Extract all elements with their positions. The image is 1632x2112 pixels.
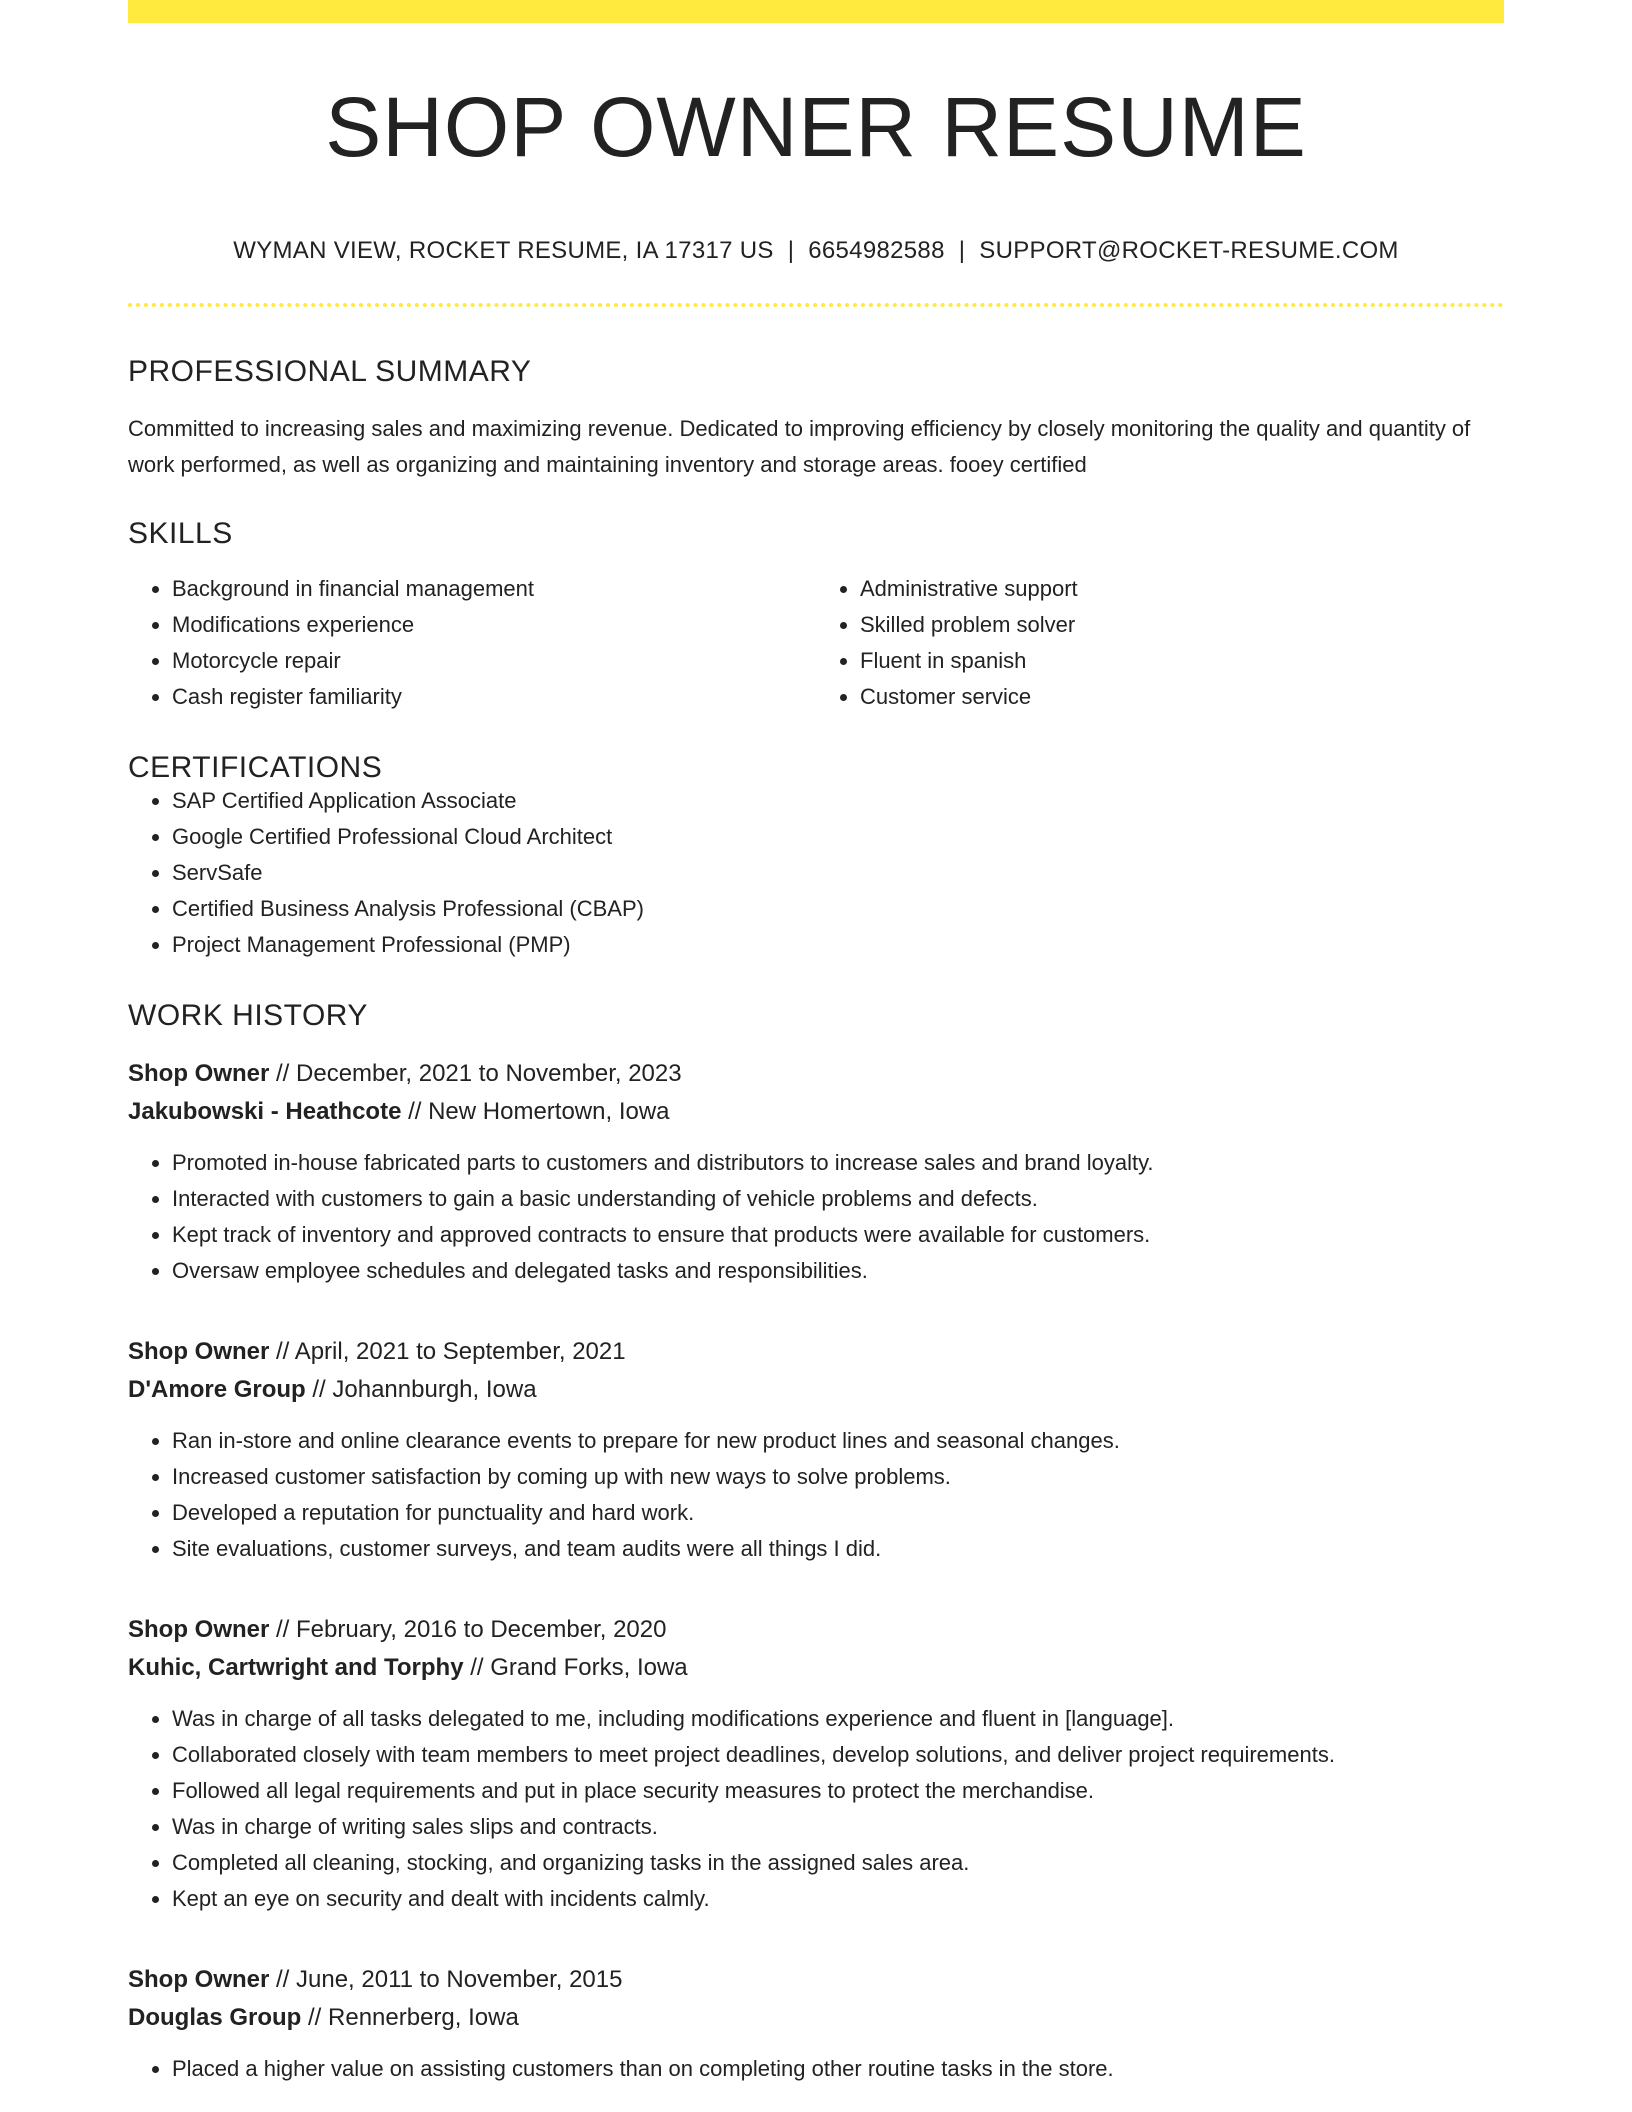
skill-item: • Motorcycle repair bbox=[172, 643, 816, 679]
skills-list-right bbox=[816, 571, 1504, 715]
job-dates: // April, 2021 to September, 2021 bbox=[269, 1338, 626, 1365]
job-company-line bbox=[128, 1093, 1504, 1131]
resume-page bbox=[128, 0, 1504, 2087]
skill-item: • Customer service bbox=[860, 679, 1504, 715]
job-duty: • Placed a higher value on assisting customers than on completing other routine tasks in the store. bbox=[172, 2051, 1504, 2087]
job-duty: • Promoted in-house fabricated parts to customers and distributors to increase sales and brand loyalty. bbox=[172, 1145, 1504, 1181]
job-title-line bbox=[128, 1611, 1504, 1649]
contact-line bbox=[128, 237, 1504, 265]
skills-heading: SKILLS bbox=[128, 517, 233, 550]
job-duty: • Collaborated closely with team members to meet project deadlines, develop solutions, and deliver project requirements. bbox=[172, 1737, 1504, 1773]
job-title: Shop Owner bbox=[128, 1616, 270, 1643]
job-company-line bbox=[128, 1371, 1504, 1409]
certification-item: • Google Certified Professional Cloud Architect bbox=[172, 819, 1504, 855]
skill-item: • Background in financial management bbox=[172, 571, 816, 607]
job-duty: • Ran in-store and online clearance events to prepare for new product lines and seasonal changes. bbox=[172, 1423, 1504, 1459]
job-duties-list bbox=[128, 1423, 1504, 1567]
job-duty: • Oversaw employee schedules and delegated tasks and responsibilities. bbox=[172, 1253, 1504, 1289]
job-title-line bbox=[128, 1333, 1504, 1371]
dotted-divider bbox=[128, 303, 1504, 307]
job-location: // Rennerberg, Iowa bbox=[301, 2004, 519, 2031]
skill-item: • Cash register familiarity bbox=[172, 679, 816, 715]
job-duty: • Was in charge of writing sales slips and contracts. bbox=[172, 1809, 1504, 1845]
skill-item: • Administrative support bbox=[860, 571, 1504, 607]
job-title: Shop Owner bbox=[128, 1060, 270, 1087]
job-duties-list bbox=[128, 1701, 1504, 1917]
job-duty: • Was in charge of all tasks delegated to me, including modifications experience and fluent in [language]. bbox=[172, 1701, 1504, 1737]
job-company-line bbox=[128, 1999, 1504, 2037]
job-duty: • Interacted with customers to gain a basic understanding of vehicle problems and defects. bbox=[172, 1181, 1504, 1217]
work-history-heading: WORK HISTORY bbox=[128, 999, 368, 1032]
resume-title: SHOP OWNER RESUME bbox=[325, 80, 1307, 174]
certifications-heading: CERTIFICATIONS bbox=[128, 751, 383, 784]
job-title-line bbox=[128, 1055, 1504, 1093]
contact-address: WYMAN VIEW, ROCKET RESUME, IA 17317 US bbox=[233, 237, 774, 264]
summary-heading: PROFESSIONAL SUMMARY bbox=[128, 355, 532, 388]
contact-phone[interactable]: 6654982588 bbox=[808, 237, 945, 264]
skill-item: • Skilled problem solver bbox=[860, 607, 1504, 643]
certification-item: • SAP Certified Application Associate bbox=[172, 783, 1504, 819]
job-location: // Grand Forks, Iowa bbox=[463, 1654, 688, 1681]
job-duty: • Kept track of inventory and approved contracts to ensure that products were available for customers. bbox=[172, 1217, 1504, 1253]
certification-item: • ServSafe bbox=[172, 855, 1504, 891]
job-title-line bbox=[128, 1961, 1504, 1999]
job-entry bbox=[128, 1961, 1504, 2087]
job-duties-list bbox=[128, 1145, 1504, 1289]
job-title: Shop Owner bbox=[128, 1338, 270, 1365]
job-duty: • Developed a reputation for punctuality and hard work. bbox=[172, 1495, 1504, 1531]
skill-item: • Modifications experience bbox=[172, 607, 816, 643]
certification-item: • Certified Business Analysis Professional (CBAP) bbox=[172, 891, 1504, 927]
job-duties-list bbox=[128, 2051, 1504, 2087]
job-company: Douglas Group bbox=[128, 2004, 302, 2031]
contact-separator: | bbox=[958, 237, 966, 264]
job-company: Kuhic, Cartwright and Torphy bbox=[128, 1654, 464, 1681]
accent-top-bar bbox=[128, 0, 1504, 23]
job-duty: • Completed all cleaning, stocking, and organizing tasks in the assigned sales area. bbox=[172, 1845, 1504, 1881]
job-duty: • Site evaluations, customer surveys, and team audits were all things I did. bbox=[172, 1531, 1504, 1567]
job-duty: • Followed all legal requirements and put in place security measures to protect the merchandise. bbox=[172, 1773, 1504, 1809]
job-dates: // December, 2021 to November, 2023 bbox=[269, 1060, 682, 1087]
job-duty: • Kept an eye on security and dealt with incidents calmly. bbox=[172, 1881, 1504, 1917]
job-dates: // February, 2016 to December, 2020 bbox=[269, 1616, 667, 1643]
job-entry bbox=[128, 1611, 1504, 1917]
job-company-line bbox=[128, 1649, 1504, 1687]
summary-text: Committed to increasing sales and maximizing revenue. Dedicated to improving efficiency by closely monitoring the quality and quantity of work performed, as well as organizing and maintaining inventory and storage areas. fooey certified bbox=[128, 416, 1471, 477]
job-company: D'Amore Group bbox=[128, 1376, 306, 1403]
contact-email[interactable]: SUPPORT@ROCKET-RESUME.COM bbox=[979, 237, 1399, 264]
contact-separator: | bbox=[787, 237, 795, 264]
job-entry bbox=[128, 1055, 1504, 1289]
job-location: // Johannburgh, Iowa bbox=[305, 1376, 537, 1403]
job-location: // New Homertown, Iowa bbox=[401, 1098, 670, 1125]
job-company: Jakubowski - Heathcote bbox=[128, 1098, 402, 1125]
job-duty: • Increased customer satisfaction by coming up with new ways to solve problems. bbox=[172, 1459, 1504, 1495]
certification-item: • Project Management Professional (PMP) bbox=[172, 927, 1504, 963]
skills-list-left bbox=[128, 571, 816, 715]
job-title: Shop Owner bbox=[128, 1966, 270, 1993]
skill-item: • Fluent in spanish bbox=[860, 643, 1504, 679]
job-entry bbox=[128, 1333, 1504, 1567]
certifications-list bbox=[128, 783, 1504, 963]
skills-columns bbox=[128, 571, 1504, 715]
job-dates: // June, 2011 to November, 2015 bbox=[269, 1966, 623, 1993]
